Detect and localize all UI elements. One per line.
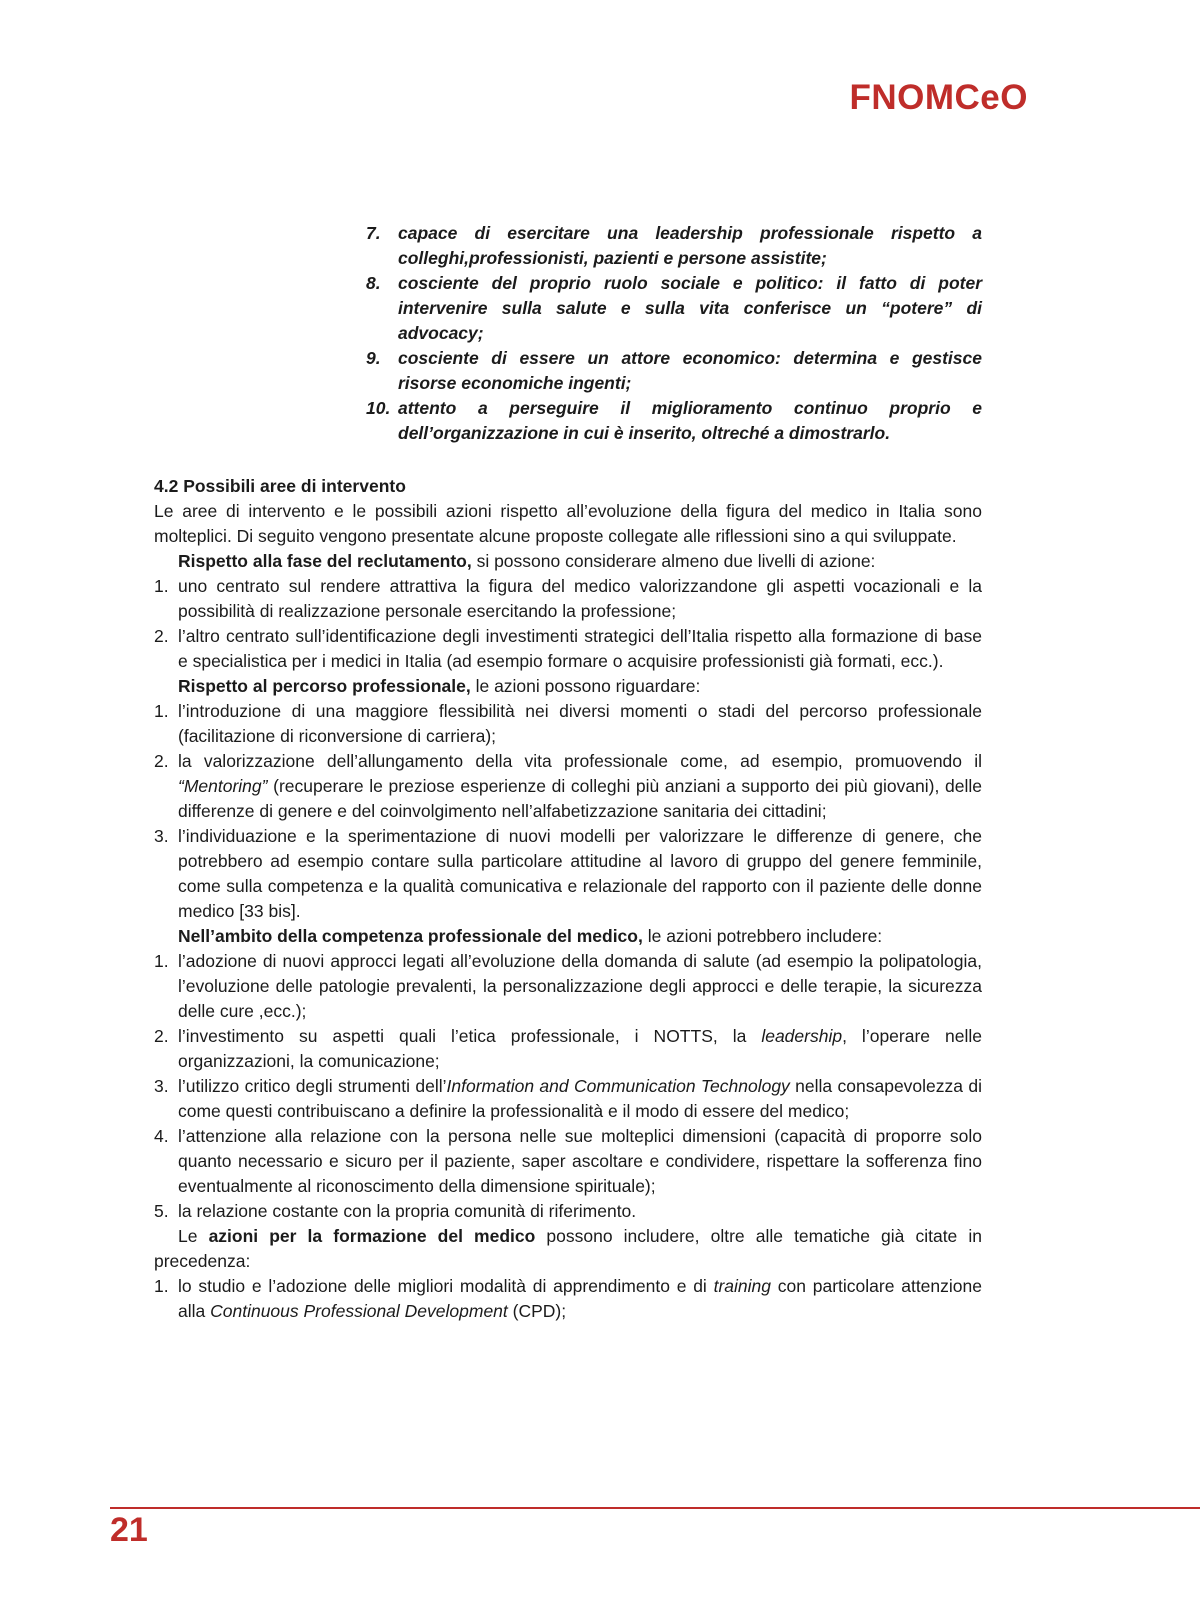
list-number: 8.: [366, 273, 381, 293]
list-number: 1.: [154, 951, 169, 971]
list-number: 3.: [154, 826, 169, 846]
list-text: la valorizzazione dell’allungamento della vita professionale come, ad esempio, promuovendo il: [178, 751, 982, 771]
list-number: 10.: [366, 398, 391, 418]
list-item: [366, 346, 982, 396]
list-item: [154, 1199, 982, 1224]
recruitment-lead: [154, 549, 982, 574]
list-text: l’altro centrato sull’identificazione degli investimenti strategici dell’Italia rispetto alla formazione di base e specialistica per i medici in Italia (ad esempio formare o acquisire professionisti già formati, ecc.).: [178, 626, 982, 671]
list-text: attento a perseguire il miglioramento continuo proprio e dell’organizzazione in cui è inserito, oltreché a dimostrarlo.: [398, 398, 982, 443]
list-text: cosciente di essere un attore economico: determina e gestisce risorse economiche ingenti;: [398, 348, 982, 393]
list-item: [154, 749, 982, 824]
page-number: 21: [110, 1511, 148, 1549]
career-path-list: [154, 699, 982, 924]
list-item: [154, 574, 982, 624]
footer-divider: [110, 1507, 1200, 1509]
list-item: [154, 949, 982, 1024]
list-number: 3.: [154, 1076, 169, 1096]
list-number: 2.: [154, 751, 169, 771]
lead-bold: Nell’ambito della competenza professionale del medico,: [178, 926, 643, 946]
list-text-italic: leadership: [761, 1026, 843, 1046]
competence-lead: [154, 924, 982, 949]
list-text-italic: Information and Communication Technology: [446, 1076, 790, 1096]
list-text: l’investimento su aspetti quali l’etica professionale, i NOTTS, la: [178, 1026, 762, 1046]
list-text: l’individuazione e la sperimentazione di nuovi modelli per valorizzare le differenze di genere, che potrebbero ad esempio contare sulla particolare attitudine al lavoro di gruppo del genere femminile, come sulla competenza e la qualità comunicativa e relazionale del rapporto con il paziente delle donne medico [33 bis].: [178, 826, 982, 921]
lead-bold: Rispetto alla fase del reclutamento,: [178, 551, 472, 571]
section-title: 4.2 Possibili aree di intervento: [154, 476, 406, 496]
list-text: capace di esercitare una leadership professionale rispetto a colleghi,professionisti, pazienti e persone assistite;: [398, 223, 982, 268]
intro-list: [366, 221, 982, 446]
recruitment-list: [154, 574, 982, 674]
list-text: l’utilizzo critico degli strumenti dell’: [178, 1076, 447, 1096]
list-number: 2.: [154, 1026, 169, 1046]
list-item: [154, 1274, 982, 1324]
list-item: [154, 699, 982, 749]
main-content: [154, 474, 982, 1324]
list-number: 1.: [154, 576, 169, 596]
list-number: 7.: [366, 223, 381, 243]
list-number: 2.: [154, 626, 169, 646]
brand-logo: FNOMCeO: [849, 78, 1028, 117]
list-text: l’adozione di nuovi approcci legati all’evoluzione della domanda di salute (ad esempio la polipatologia, l’evoluzione delle patologie prevalenti, la personalizzazione degli approcci e delle terapie, la sicurezza delle cure ,ecc.);: [178, 951, 982, 1021]
competence-list: [154, 949, 982, 1224]
section-intro: Le aree di intervento e le possibili azioni rispetto all’evoluzione della figura del medico in Italia sono molteplici. Di seguito vengono presentate alcune proposte collegate alle riflessioni sino a qui sviluppate.: [154, 501, 982, 546]
list-item: [154, 1124, 982, 1199]
list-number: 9.: [366, 348, 381, 368]
lead-rest: le azioni possono riguardare:: [470, 676, 701, 696]
list-text: l’attenzione alla relazione con la persona nelle sue molteplici dimensioni (capacità di proporre solo quanto necessario e sicuro per il paziente, saper ascoltare e condividere, rispettare la sofferenza fino eventualmente al riconoscimento della dimensione spirituale);: [178, 1126, 982, 1196]
training-lead: [154, 1224, 982, 1274]
list-number: 1.: [154, 1276, 169, 1296]
list-text: la relazione costante con la propria comunità di riferimento.: [178, 1201, 637, 1221]
list-number: 5.: [154, 1201, 169, 1221]
lead-rest: le azioni potrebbero includere:: [642, 926, 883, 946]
list-item: [154, 1074, 982, 1124]
list-item: [154, 1024, 982, 1074]
list-text: nella consapevolezza di come questi contribuiscano a definire la professionalità e il modo di essere del medico;: [178, 1076, 983, 1121]
list-item: [154, 624, 982, 674]
career-path-lead: [154, 674, 982, 699]
list-item: [366, 221, 982, 271]
list-number: 4.: [154, 1126, 169, 1146]
list-text: uno centrato sul rendere attrattiva la figura del medico valorizzandone gli aspetti vocazionali e la possibilità di realizzazione personale esercitando la professione;: [178, 576, 982, 621]
lead-rest: si possono considerare almeno due livelli di azione:: [471, 551, 876, 571]
lead-pre: Le: [178, 1226, 209, 1246]
list-text: cosciente del proprio ruolo sociale e politico: il fatto di poter intervenire sulla salute e sulla vita conferisce un “potere” di advocacy;: [398, 273, 982, 343]
lead-bold: azioni per la formazione del medico: [208, 1226, 536, 1246]
list-number: 1.: [154, 701, 169, 721]
lead-rest: possono includere, oltre alle tematiche già citate in precedenza:: [154, 1226, 983, 1271]
list-text: (CPD);: [507, 1301, 567, 1321]
list-text: (recuperare le preziose esperienze di colleghi più anziani a supporto dei più giovani), delle differenze di genere e del coinvolgimento nell’alfabetizzazione sanitaria dei cittadini;: [178, 776, 982, 821]
list-text: con particolare attenzione alla: [178, 1276, 982, 1321]
list-item: [366, 271, 982, 346]
list-text-italic: “Mentoring”: [178, 776, 268, 796]
list-item: [366, 396, 982, 446]
training-list: [154, 1274, 982, 1324]
lead-bold: Rispetto al percorso professionale,: [178, 676, 471, 696]
list-text: , l’operare nelle organizzazioni, la comunicazione;: [178, 1026, 982, 1071]
list-item: [154, 824, 982, 924]
list-text: lo studio e l’adozione delle migliori modalità di apprendimento e di: [178, 1276, 714, 1296]
list-text-italic: training: [713, 1276, 771, 1296]
list-text: l’introduzione di una maggiore flessibilità nei diversi momenti o stadi del percorso professionale (facilitazione di riconversione di carriera);: [178, 701, 982, 746]
list-text-italic: Continuous Professional Development: [210, 1301, 508, 1321]
